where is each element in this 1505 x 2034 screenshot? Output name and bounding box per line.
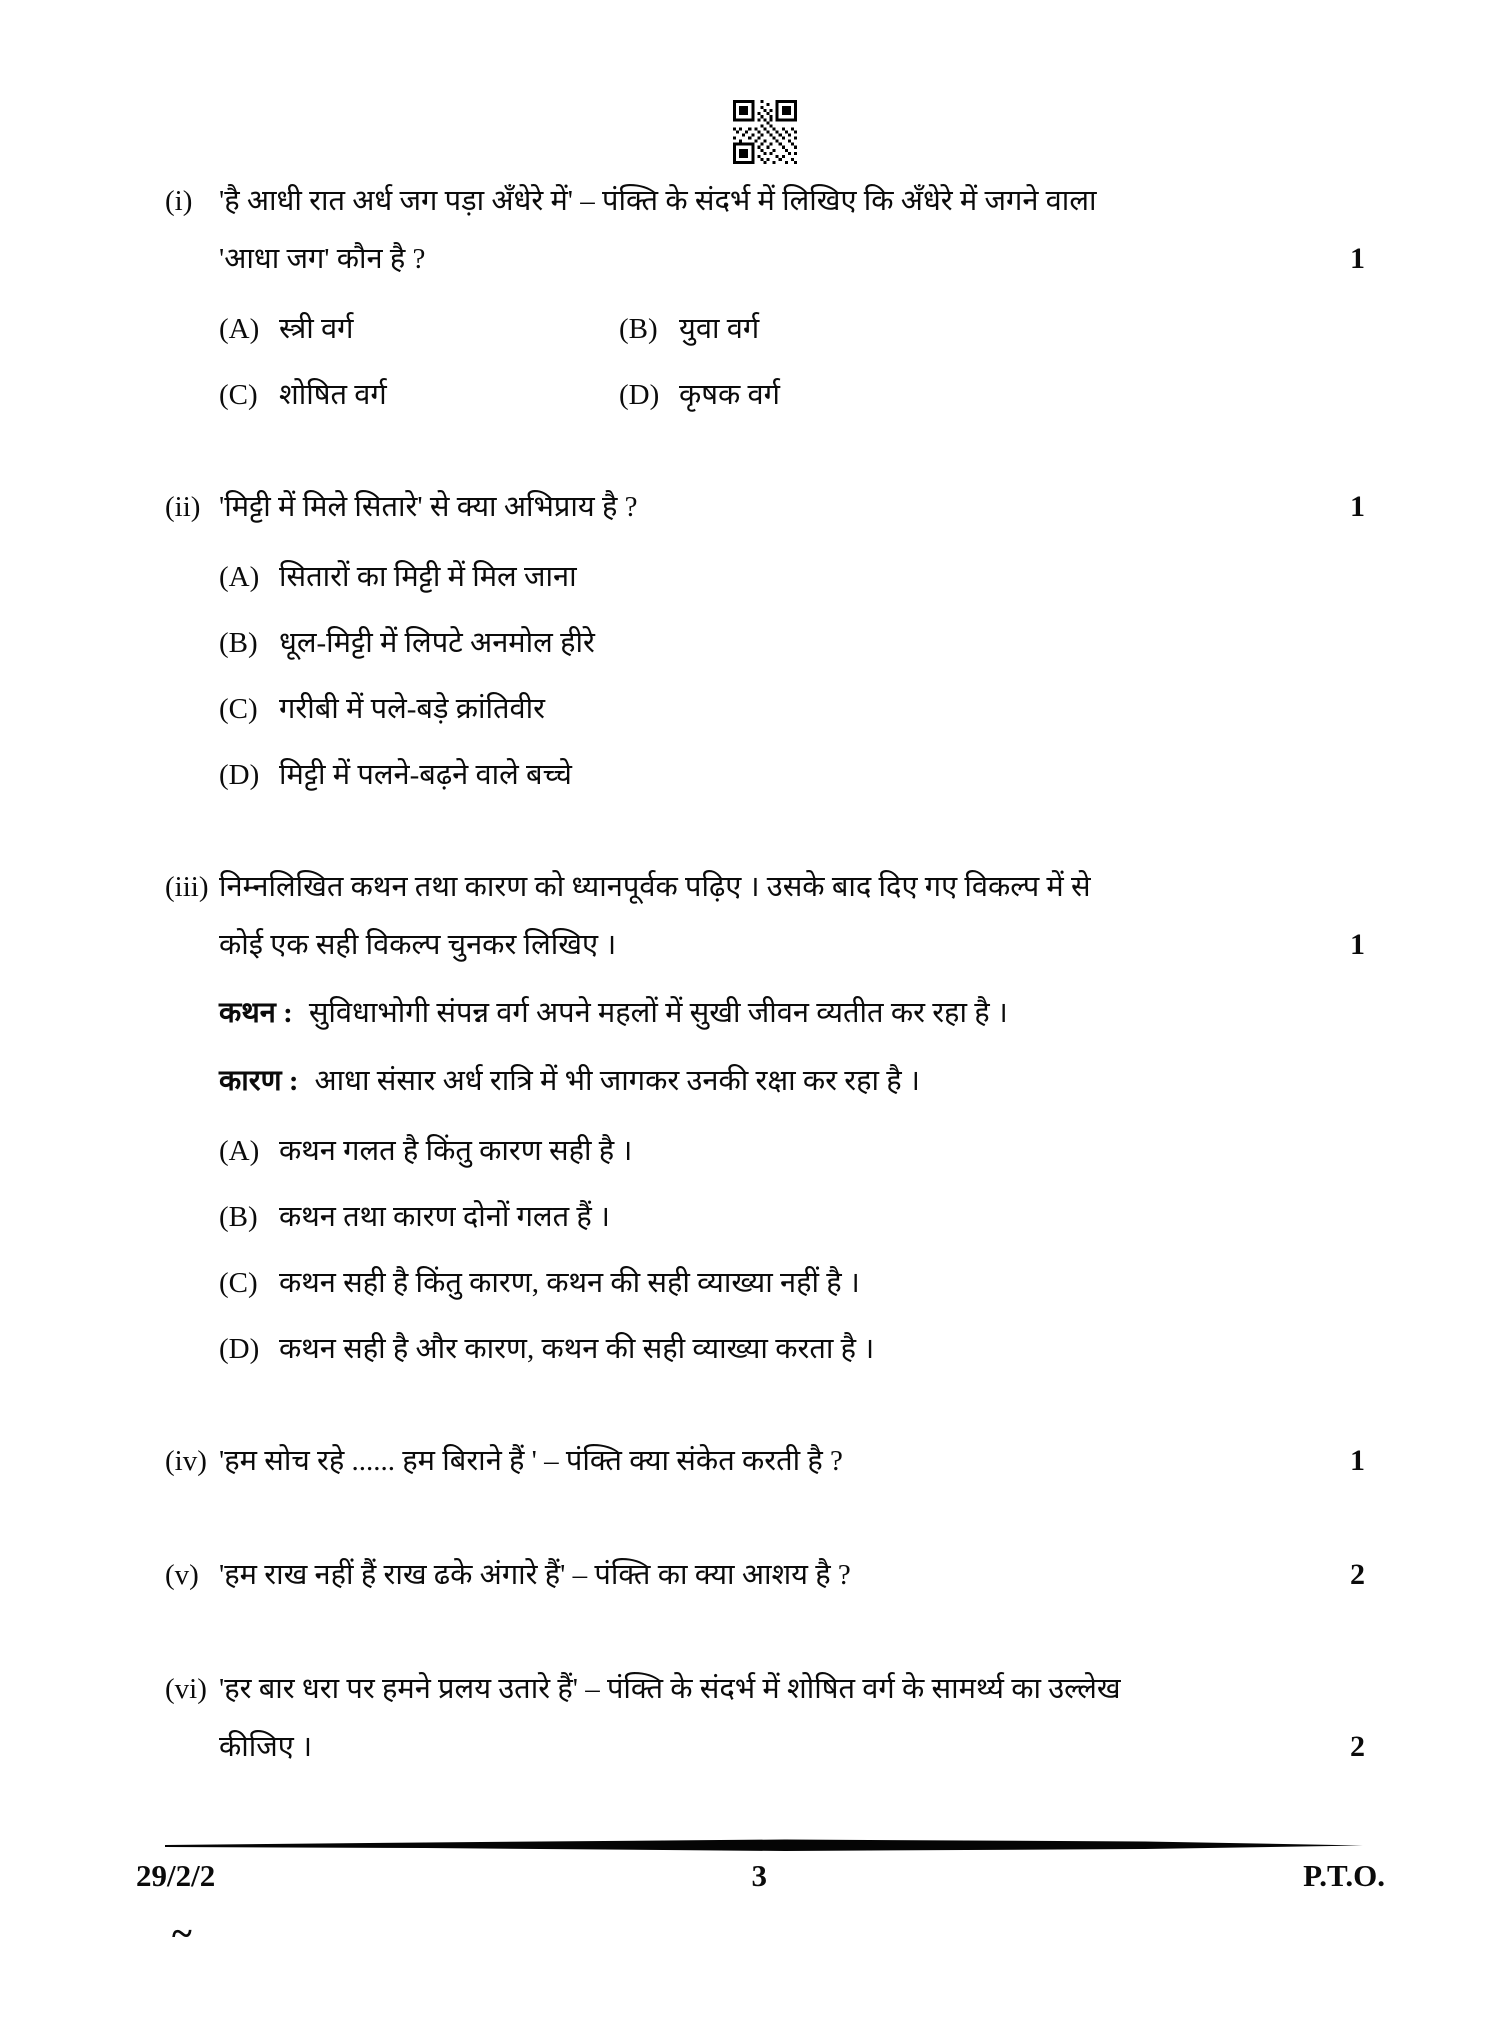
option-c [219,680,1365,738]
option-d [619,366,1365,424]
statement-label: कथन : [219,997,293,1029]
statement-line [219,984,1365,1042]
option-c [219,366,619,424]
statement-text: सुविधाभोगी संपन्न वर्ग अपने महलों में सुखी जीवन व्यतीत कर रहा है । [308,997,1008,1029]
question-iii [165,858,1365,1386]
option-text: सितारों का मिट्टी में मिल जाना [279,561,577,593]
option-d [219,1320,1365,1378]
option-text: कथन सही है किंतु कारण, कथन की सही व्याख्या नहीं है । [279,1267,860,1299]
option-text: कथन तथा कारण दोनों गलत हैं । [279,1201,611,1233]
question-number: (i) [165,185,193,217]
question-text: कोई एक सही विकल्प चुनकर लिखिए । [219,929,617,961]
page-number: 3 [751,1858,767,1893]
option-label: (D) [219,759,260,791]
tilde-mark: ~ [172,1913,192,1955]
marks: 2 [1350,1730,1365,1763]
option-text: कथन गलत है किंतु कारण सही है । [279,1135,633,1167]
option-label: (B) [219,1201,258,1233]
options [219,300,1365,432]
question-number: (iv) [165,1445,207,1477]
question-i [165,172,1365,432]
question-text: 'हम राख नहीं हैं राख ढके अंगारे हैं' – पंक्ति का क्या आशय है ? [219,1559,851,1591]
option-label: (B) [219,627,258,659]
question-ii [165,478,1365,812]
option-b [219,614,1365,672]
reason-line [219,1052,1365,1110]
option-text: धूल-मिट्टी में लिपटे अनमोल हीरे [279,627,595,659]
option-text: स्त्री वर्ग [279,313,354,345]
option-a [219,1122,1365,1180]
question-iv [165,1432,1365,1490]
question-text: 'हम सोच रहे ...... हम बिराने हैं ' – पंक्ति क्या संकेत करती है ? [219,1445,843,1477]
marks: 2 [1350,1558,1365,1591]
question-number: (iii) [165,871,209,903]
options [219,548,1365,804]
question-number: (ii) [165,491,201,523]
option-label: (C) [219,379,258,411]
pto-label: P.T.O. [1303,1858,1385,1893]
paper-code: 29/2/2 [136,1858,216,1893]
qr-code-icon [733,100,797,164]
option-text: शोषित वर्ग [279,379,387,411]
marks: 1 [1350,242,1365,275]
question-vi [165,1660,1365,1776]
option-text: युवा वर्ग [679,313,760,345]
option-label: (A) [219,313,260,345]
option-label: (B) [619,313,658,345]
marks: 1 [1350,490,1365,523]
question-text: 'है आधी रात अर्ध जग पड़ा अँधेरे में' – पंक्ति के संदर्भ में लिखिए कि अँधेरे में जगने वाला [219,185,1097,217]
option-b [219,1188,1365,1246]
option-label: (D) [219,1333,260,1365]
footer-divider [165,1838,1365,1854]
question-number: (vi) [165,1673,207,1705]
option-d [219,746,1365,804]
option-c [219,1254,1365,1312]
option-b [619,300,1365,358]
option-text: गरीबी में पले-बड़े क्रांतिवीर [279,693,546,725]
option-text: कृषक वर्ग [679,379,781,411]
option-text: मिट्टी में पलने-बढ़ने वाले बच्चे [279,759,572,791]
question-text: निम्नलिखित कथन तथा कारण को ध्यानपूर्वक पढ़िए । उसके बाद दिए गए विकल्प में से [219,871,1091,903]
option-text: कथन सही है और कारण, कथन की सही व्याख्या करता है । [279,1333,875,1365]
options [219,1122,1365,1378]
option-a [219,300,619,358]
question-number: (v) [165,1559,199,1591]
option-label: (C) [219,1267,258,1299]
question-text: 'आधा जग' कौन है ? [219,243,426,275]
marks: 1 [1350,1444,1365,1477]
reason-text: आधा संसार अर्ध रात्रि में भी जागकर उनकी रक्षा कर रहा है । [314,1065,920,1097]
question-text: 'मिट्टी में मिले सितारे' से क्या अभिप्राय है ? [219,491,638,523]
marks: 1 [1350,928,1365,961]
question-v [165,1546,1365,1604]
option-label: (C) [219,693,258,725]
question-text: कीजिए । [219,1731,313,1763]
option-label: (D) [619,379,660,411]
question-text: 'हर बार धरा पर हमने प्रलय उतारे हैं' – पंक्ति के संदर्भ में शोषित वर्ग के सामर्थ्य का उल्लेख [219,1673,1121,1705]
footer [136,1854,1385,1898]
page-content [165,0,1365,1776]
reason-label: कारण : [219,1065,299,1097]
option-label: (A) [219,561,260,593]
option-a [219,548,1365,606]
option-label: (A) [219,1135,260,1167]
